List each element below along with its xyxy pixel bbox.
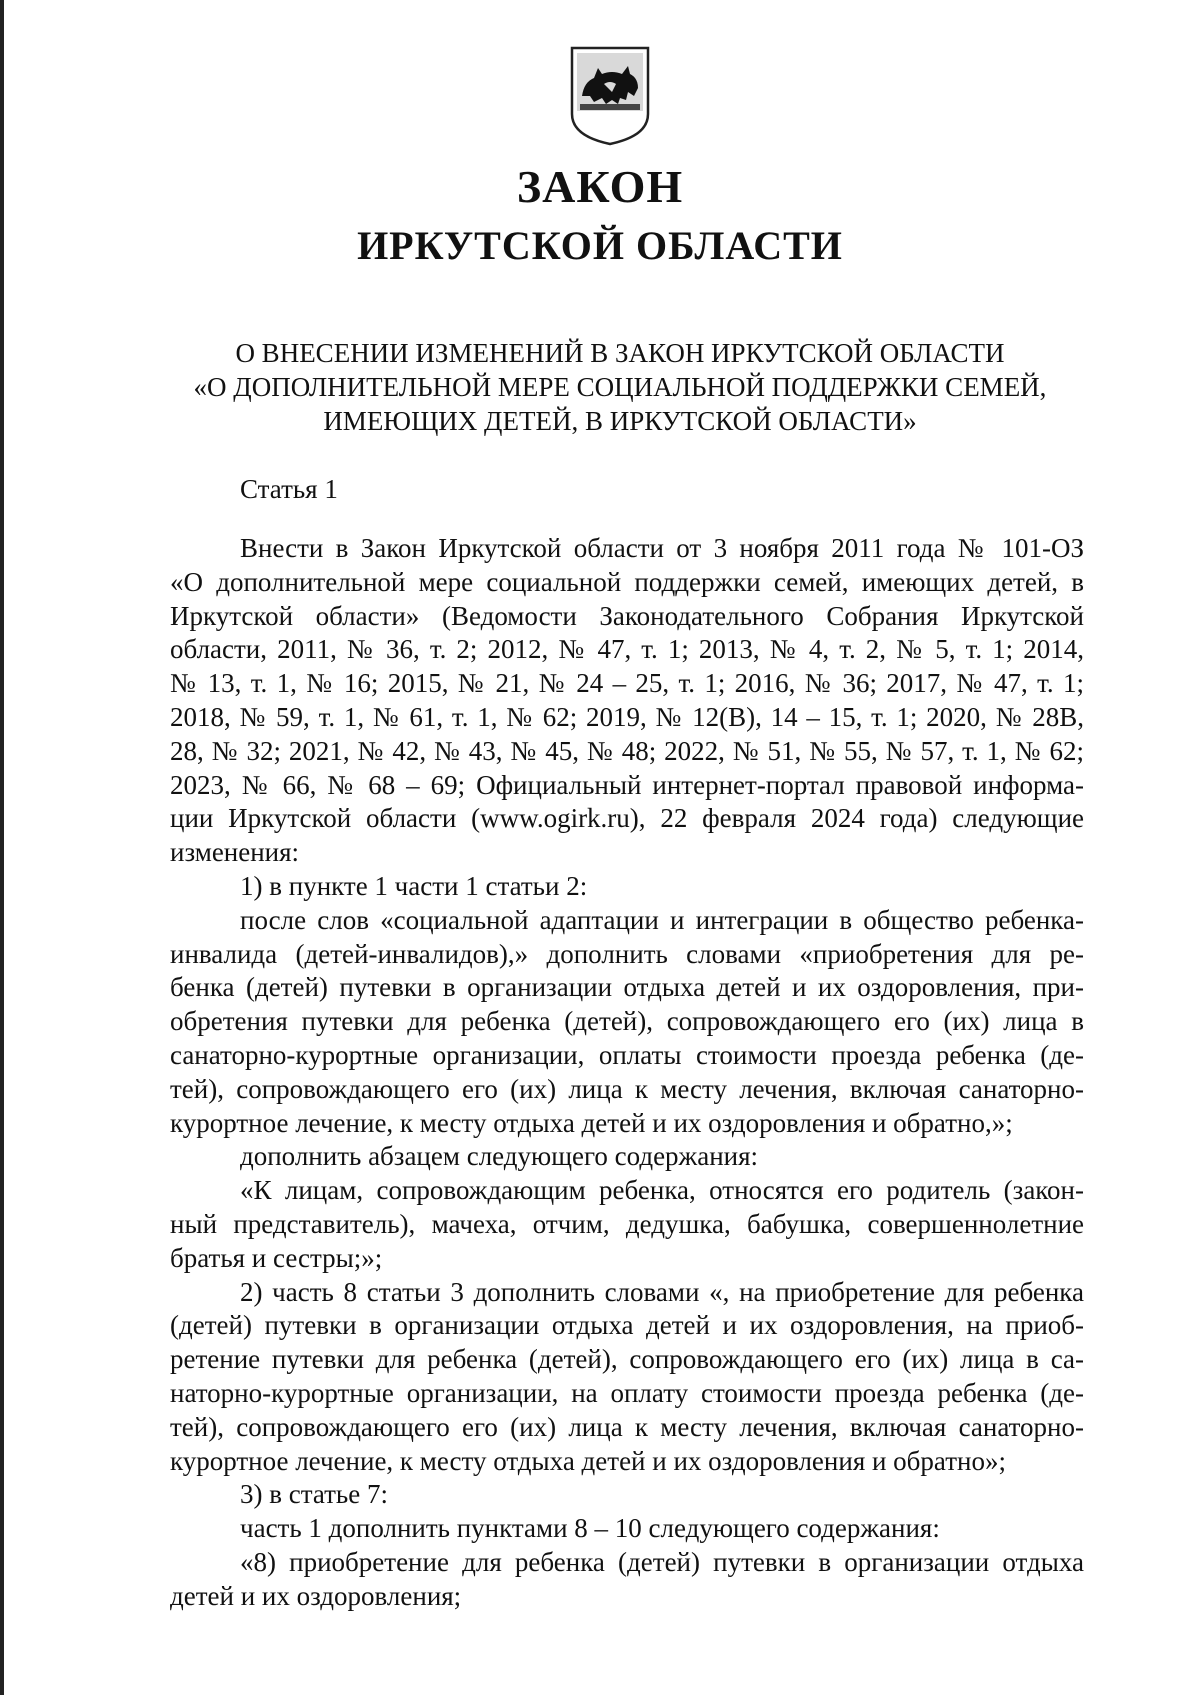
text-line: изменения: [170, 837, 300, 868]
text-line: ретение путевки для ребенка (детей), сопровождающего его (их) лица в са- [170, 1344, 1084, 1375]
text-line: курортное лечение, к месту отдыха детей и их оздоровления и обратно,»; [170, 1107, 1013, 1138]
law-name-line: ИМЕЮЩИХ ДЕТЕЙ, В ИРКУТСКОЙ ОБЛАСТИ» [323, 406, 917, 436]
text-line: тей), сопровождающего его (их) лица к месту лечения, включая санаторно- [170, 1073, 1084, 1104]
text-line: (детей) путевки в организации отдыха детей и их оздоровления, на приоб- [170, 1310, 1084, 1341]
article-body [170, 532, 1084, 1614]
law-name [160, 336, 1080, 438]
article-heading: Статья 1 [240, 474, 338, 504]
text-line: 2023, № 66, № 68 – 69; Официальный интернет-портал правовой информа- [170, 769, 1084, 800]
text-line: тей), сопровождающего его (их) лица к месту лечения, включая санаторно- [170, 1411, 1084, 1442]
text-line: № 13, т. 1, № 16; 2015, № 21, № 24 – 25, т. 1; 2016, № 36; 2017, № 47, т. 1; [170, 668, 1084, 699]
text-line: области, 2011, № 36, т. 2; 2012, № 47, т. 1; 2013, № 4, т. 2, № 5, т. 1; 2014, [170, 634, 1084, 665]
coat-of-arms-icon [568, 44, 652, 148]
document-region: ИРКУТСКОЙ ОБЛАСТИ [357, 223, 843, 268]
text-line: 2018, № 59, т. 1, № 61, т. 1, № 62; 2019, № 12(В), 14 – 15, т. 1; 2020, № 28В, [170, 701, 1084, 732]
law-name-line: «О ДОПОЛНИТЕЛЬНОЙ МЕРЕ СОЦИАЛЬНОЙ ПОДДЕРЖКИ СЕМЕЙ, [193, 372, 1047, 402]
text-line: после слов «социальной адаптации и интеграции в общество ребенка- [240, 904, 1084, 935]
text-line: «К лицам, сопровождающим ребенка, относятся его родитель (закон- [240, 1175, 1084, 1206]
text-line: 2) часть 8 статьи 3 дополнить словами «, на приобретение для ребенка [240, 1276, 1084, 1307]
text-line: ный представитель), мачеха, отчим, дедушка, бабушка, совершеннолетние [170, 1208, 1084, 1239]
document-title: ЗАКОН [516, 161, 684, 212]
text-line: санаторно-курортные организации, оплаты стоимости проезда ребенка (де- [170, 1039, 1084, 1070]
text-line: Внести в Закон Иркутской области от 3 ноября 2011 года № 101-ОЗ [240, 533, 1084, 563]
text-line: ции Иркутской области (www.ogirk.ru), 22 февраля 2024 года) следующие [170, 803, 1084, 834]
text-line: «О дополнительной мере социальной поддержки семей, имеющих детей, в [170, 566, 1084, 597]
text-line: курортное лечение, к месту отдыха детей и их оздоровления и обратно»; [170, 1445, 1006, 1476]
text-line: бенка (детей) путевки в организации отдыха детей и их оздоровления, при- [170, 972, 1084, 1003]
text-line: детей и их оздоровления; [170, 1580, 462, 1611]
text-line: часть 1 дополнить пунктами 8 – 10 следующего содержания: [240, 1513, 940, 1544]
text-line: наторно-курортные организации, на оплату стоимости проезда ребенка (де- [170, 1377, 1084, 1408]
text-line: 3) в статье 7: [240, 1479, 388, 1510]
law-name-line: О ВНЕСЕНИИ ИЗМЕНЕНИЙ В ЗАКОН ИРКУТСКОЙ ОБЛАСТИ [235, 338, 1005, 368]
text-line: 1) в пункте 1 части 1 статьи 2: [240, 870, 588, 901]
text-line: инвалида (детей-инвалидов),» дополнить словами «приобретения для ре- [170, 938, 1084, 969]
text-line: дополнить абзацем следующего содержания: [240, 1141, 759, 1172]
text-line: Иркутской области» (Ведомости Законодательного Собрания Иркутской [170, 600, 1084, 631]
text-line: обретения путевки для ребенка (детей), сопровождающего его (их) лица в [170, 1006, 1084, 1037]
text-line: братья и сестры;»; [170, 1242, 383, 1273]
text-line: 28, № 32; 2021, № 42, № 43, № 45, № 48; 2022, № 51, № 55, № 57, т. 1, № 62; [170, 735, 1084, 766]
text-line: «8) приобретение для ребенка (детей) путевки в организации отдыха [240, 1546, 1084, 1577]
